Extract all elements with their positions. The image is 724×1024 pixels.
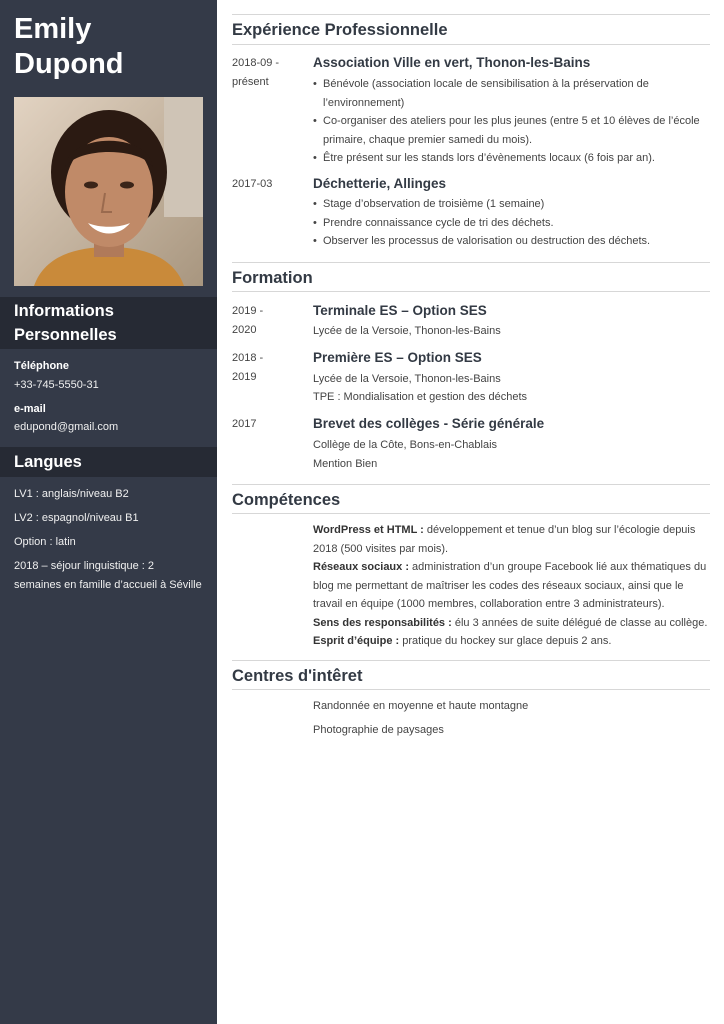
- education-heading: Formation: [232, 269, 313, 287]
- skill-label: Esprit d’équipe :: [313, 635, 400, 647]
- skill-label: Réseaux sociaux :: [313, 561, 409, 573]
- interest-item: Photographie de paysages: [313, 724, 444, 736]
- last-name: Dupond: [14, 48, 124, 80]
- education-detail: Lycée de la Versoie, Thonon-les-Bains: [313, 373, 501, 385]
- list-item: • Co-organiser des ateliers pour les plus jeunes (entre 5 et 10 élèves de l’école primaire, chaque premier samedi du mois).: [313, 112, 709, 149]
- experience-bullets: [313, 195, 709, 251]
- skill-text: administration d’un groupe Facebook lié aux thématiques du blog me permettant de maîtriser les codes des réseaux sociaux, ainsi que le travail en équipe (1000 membres, collaboration entre 3 administrateurs).: [313, 561, 707, 610]
- education-detail: TPE : Mondialisation et gestion des déchets: [313, 391, 528, 403]
- experience-date: 2018-09 - présent: [232, 57, 280, 88]
- experience-title: Déchetterie, Allinges: [313, 176, 447, 191]
- divider: [232, 262, 710, 263]
- skill-label: WordPress et HTML :: [313, 524, 424, 536]
- sidebar: [0, 0, 217, 1024]
- language-item: LV2 : espagnol/niveau B1: [14, 512, 139, 524]
- language-item: Option : latin: [14, 536, 76, 548]
- divider: [232, 291, 710, 292]
- skill-item: [313, 521, 709, 558]
- education-date: 2018 - 2019: [232, 352, 264, 383]
- education-title: Brevet des collèges - Série générale: [313, 416, 545, 431]
- skills-heading: Compétences: [232, 491, 341, 509]
- language-item: 2018 – séjour linguistique : 2 semaines en famille d’accueil à Séville: [14, 560, 202, 591]
- list-item: • Stage d’observation de troisième (1 semaine): [313, 195, 709, 214]
- experience-heading: Expérience Professionnelle: [232, 21, 448, 39]
- skill-text: élu 3 années de suite délégué de classe au collège.: [451, 616, 708, 629]
- candidate-name: [14, 12, 209, 82]
- education-detail: Mention Bien: [313, 458, 378, 470]
- skill-item: [313, 614, 709, 633]
- email-label: e-mail: [14, 403, 46, 415]
- interests-heading: Centres d'intêret: [232, 667, 363, 685]
- education-detail: Lycée de la Versoie, Thonon-les-Bains: [313, 325, 501, 337]
- experience-title: Association Ville en vert, Thonon-les-Bains: [313, 55, 591, 70]
- skill-text: développement et tenue d’un blog sur l’écologie depuis 2018 (500 visites par mois).: [313, 524, 696, 555]
- skill-item: [313, 558, 709, 614]
- phone-label: Téléphone: [14, 360, 70, 372]
- list-item: • Prendre connaissance cycle de tri des déchets.: [313, 214, 709, 233]
- personal-info-heading: Informations Personnelles: [0, 297, 217, 349]
- profile-photo: [14, 97, 203, 286]
- divider: [232, 513, 710, 514]
- skill-text: pratique du hockey sur glace depuis 2 ans.: [399, 635, 612, 647]
- list-item: • Observer les processus de valorisation ou destruction des déchets.: [313, 232, 709, 251]
- divider: [232, 484, 710, 485]
- first-name: Emily: [14, 13, 92, 45]
- list-item: • Être présent sur les stands lors d’évènements locaux (6 fois par an).: [313, 149, 709, 168]
- divider: [232, 689, 710, 690]
- education-date: 2017: [232, 418, 257, 430]
- skill-item: [313, 632, 709, 651]
- experience-date: 2017-03: [232, 178, 273, 190]
- languages-heading: Langues: [0, 447, 217, 477]
- experience-bullets: [313, 75, 709, 168]
- email-value: edupond@gmail.com: [14, 421, 119, 433]
- education-detail: Collège de la Côte, Bons-en-Chablais: [313, 439, 498, 451]
- education-date: 2019 - 2020: [232, 305, 264, 336]
- list-item: • Bénévole (association locale de sensibilisation à la préservation de l’environnement): [313, 75, 709, 112]
- divider: [232, 660, 710, 661]
- language-item: LV1 : anglais/niveau B2: [14, 488, 129, 500]
- skills-list: [313, 521, 709, 651]
- divider: [232, 44, 710, 45]
- interest-item: Randonnée en moyenne et haute montagne: [313, 700, 529, 712]
- skill-label: Sens des responsabilités :: [313, 616, 452, 629]
- phone-value: +33-745-5550-31: [14, 379, 99, 391]
- education-title: Première ES – Option SES: [313, 350, 482, 365]
- education-title: Terminale ES – Option SES: [313, 303, 487, 318]
- divider: [232, 14, 710, 15]
